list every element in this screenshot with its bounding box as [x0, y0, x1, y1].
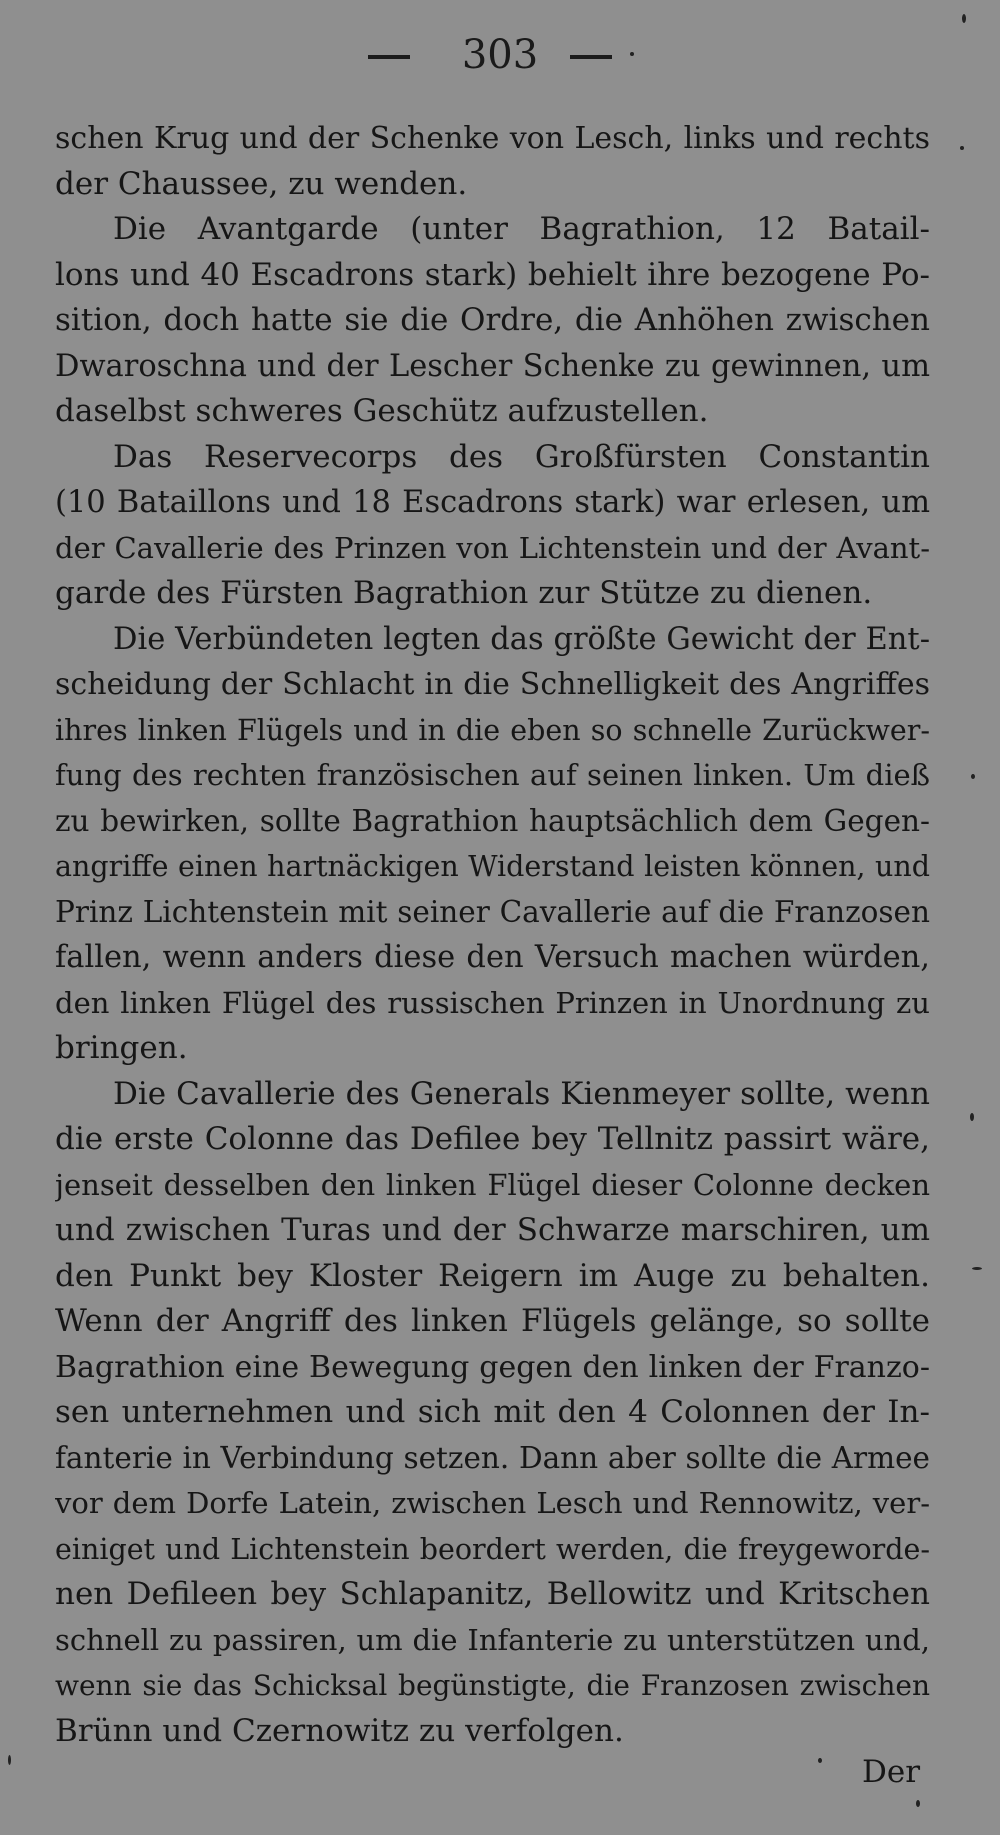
- text-line: Brünn und Czernowitz zu verfolgen.: [55, 1712, 624, 1749]
- text-line: angriffe einen hartnäckigen Widerstand leisten können, und: [55, 850, 930, 883]
- scan-speck: [962, 14, 966, 23]
- text-line: schnell zu passiren, um die Infanterie zu unterstützen und,: [55, 1622, 930, 1657]
- catchword: Der: [862, 1754, 921, 1790]
- text-line: sen unternehmen und sich mit den 4 Colonnen der In-: [55, 1394, 930, 1430]
- text-line: Die Verbündeten legten das größte Gewicht der Ent-: [113, 621, 930, 657]
- text-line: der Cavallerie des Prinzen von Lichtenstein und der Avant-: [55, 530, 930, 565]
- scan-speck: [971, 774, 975, 779]
- text-line: zu bewirken, sollte Bagrathion hauptsächlich dem Gegen-: [55, 803, 930, 838]
- text-line: jenseit desselben den linken Flügel dieser Colonne decken: [55, 1167, 930, 1202]
- text-line: der Chaussee, zu wenden.: [55, 165, 468, 202]
- text-line: bringen.: [55, 1030, 188, 1066]
- text-line: Bagrathion eine Bewegung gegen den linken der Franzo-: [55, 1349, 930, 1385]
- text-line: fallen, wenn anders diese den Versuch machen würden,: [55, 940, 930, 975]
- text-line: einiget und Lichtenstein beordert werden, die freygeworde-: [55, 1532, 930, 1566]
- scan-speck: [970, 1113, 974, 1121]
- page-header: [0, 30, 1000, 80]
- text-line: (10 Bataillons und 18 Escadrons stark) war erlesen, um: [55, 485, 930, 520]
- scan-speck: [8, 1755, 11, 1765]
- scan-speck: [972, 1267, 982, 1270]
- text-line: Die Avantgarde (unter Bagrathion, 12 Batail-: [113, 211, 930, 247]
- text-line: fanterie in Verbindung setzen. Dann aber sollte die Armee: [55, 1440, 930, 1475]
- text-line: fung des rechten französischen auf seinen linken. Um dieß: [55, 758, 930, 792]
- body-text: [55, 116, 930, 1754]
- scan-speck: [818, 1758, 822, 1763]
- text-line: den linken Flügel des russischen Prinzen in Unordnung zu: [55, 985, 930, 1020]
- text-line: Prinz Lichtenstein mit seiner Cavallerie auf die Franzosen: [55, 894, 930, 929]
- text-line: scheidung der Schlacht in die Schnelligkeit des Angriffes: [55, 667, 930, 702]
- text-line: schen Krug und der Schenke von Lesch, links und rechts: [55, 121, 930, 156]
- text-line: Wenn der Angriff des linken Flügels gelänge, so sollte: [55, 1303, 930, 1339]
- text-line: wenn sie das Schicksal begünstigte, die Franzosen zwischen: [55, 1669, 930, 1702]
- text-line: garde des Fürsten Bagrathion zur Stütze zu dienen.: [55, 575, 873, 611]
- text-line: die erste Colonne das Defilee bey Tellnitz passirt wäre,: [55, 1121, 930, 1157]
- header-rule-right: [570, 55, 612, 59]
- text-line: Dwaroschna und der Lescher Schenke zu gewinnen, um: [55, 348, 930, 384]
- text-line: sition, doch hatte sie die Ordre, die Anhöhen zwischen: [55, 302, 930, 338]
- page-number: 303: [461, 32, 539, 78]
- scan-speck: [960, 146, 964, 150]
- text-line: daselbst schweres Geschütz aufzustellen.: [55, 393, 709, 429]
- text-line: und zwischen Turas und der Schwarze marschiren, um: [55, 1212, 930, 1248]
- text-line: vor dem Dorfe Latein, zwischen Lesch und Rennowitz, ver-: [55, 1486, 930, 1520]
- text-line: Das Reservecorps des Großfürsten Constantin: [113, 438, 930, 475]
- text-line: den Punkt bey Kloster Reigern im Auge zu behalten.: [55, 1257, 930, 1294]
- text-line: lons und 40 Escadrons stark) behielt ihre bezogene Po-: [55, 256, 930, 293]
- text-line: Die Cavallerie des Generals Kienmeyer sollte, wenn: [113, 1075, 930, 1112]
- scan-speck: [630, 52, 634, 56]
- text-line: nen Defileen bey Schlapanitz, Bellowitz und Kritschen: [55, 1576, 930, 1612]
- scan-speck: [916, 1800, 920, 1807]
- text-line: ihres linken Flügels und in die eben so schnelle Zurückwer-: [55, 713, 930, 747]
